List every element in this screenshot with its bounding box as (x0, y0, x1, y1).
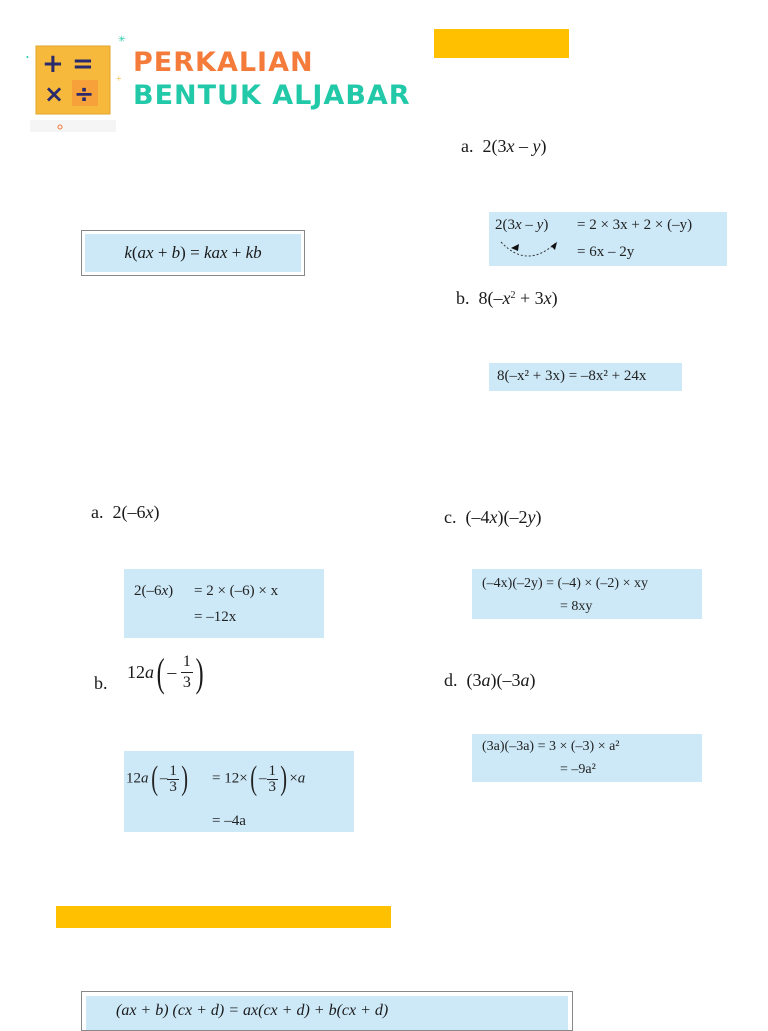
example-b-solution (489, 363, 682, 391)
exercise-a-line2: = –12x (194, 609, 237, 625)
example-b-heading: b. $8(-x^2 + 3x)$ (456, 288, 558, 308)
exercise-d-line1: (3a)(–3a) = 3 × (–3) × a² (482, 739, 620, 754)
exercise-d-solution (472, 734, 702, 782)
svg-text:÷: ÷ (74, 80, 95, 108)
title-line-2: BENTUK ALJABAR (133, 80, 411, 111)
example-a-solution: 2(3x – y) = 2 × 3x + 2 × (–y) = 6x – 2y (489, 212, 727, 266)
exercise-b-expr: 12a( – $\frac{1}{3}$ ) (127, 649, 204, 695)
title-line-1: PERKALIAN (133, 47, 314, 78)
exercise-d-line2: = –9a² (560, 762, 596, 777)
exercise-c-solution (472, 569, 702, 619)
svg-text:•: • (26, 53, 29, 62)
logo (26, 30, 126, 134)
exercise-b-solution: 12a( – $\frac{1}{3}$ ) = 12×( – $\frac{1}{3}$ ) ×a = –4a (124, 751, 354, 832)
exercise-c-heading: c. (–4x)(–2y) (444, 507, 542, 527)
exercise-c-label: c. (444, 507, 457, 527)
example-b-answer: 8(–x² + 3x) = –8x² + 24x (497, 368, 647, 384)
exercise-d-label: d. (444, 670, 458, 690)
rule2-formula: (ax + b) (cx + d) = ax(cx + d) + b(cx + d) (86, 996, 568, 1030)
exercise-b-line2: = –4a (212, 813, 246, 829)
exercise-d-heading: d. (3a)(–3a) (444, 670, 536, 690)
page-title (133, 46, 411, 112)
svg-text:=: = (72, 49, 94, 79)
rule-box (81, 230, 305, 276)
exercise-a-solution: 2(–6x) = 2 × (–6) × x = –12x (124, 569, 324, 638)
highlight-bar-top (434, 29, 569, 58)
exercise-c-line1: (–4x)(–2y) = (–4) × (–2) × xy (482, 576, 648, 591)
rule2-box (81, 991, 573, 1031)
example-a-heading: a. 2(3x – y) (461, 136, 547, 156)
example-a-line2: = 6x – 2y (577, 244, 635, 260)
example-b-label: b. (456, 288, 470, 308)
exercise-b-label: b. (94, 673, 108, 693)
calculator-icon (26, 30, 126, 134)
rule-formula: k(ax + b) = kax + kb (85, 234, 301, 272)
example-a-label: a. (461, 136, 474, 156)
distribute-arrow-icon (497, 236, 567, 264)
exercise-c-line2: = 8xy (560, 599, 593, 614)
example-a-line1: = 2 × 3x + 2 × (–y) (577, 217, 693, 233)
exercise-a-heading: a. 2(–6x) (91, 502, 160, 522)
highlight-bar-bottom (56, 906, 391, 928)
svg-text:✳: ✳ (118, 34, 126, 44)
svg-text:+: + (42, 49, 64, 79)
exercise-a-label: a. (91, 502, 104, 522)
svg-text:×: × (44, 80, 65, 108)
exercise-a-line1: = 2 × (–6) × x (194, 583, 279, 599)
svg-text:+: + (116, 74, 122, 85)
